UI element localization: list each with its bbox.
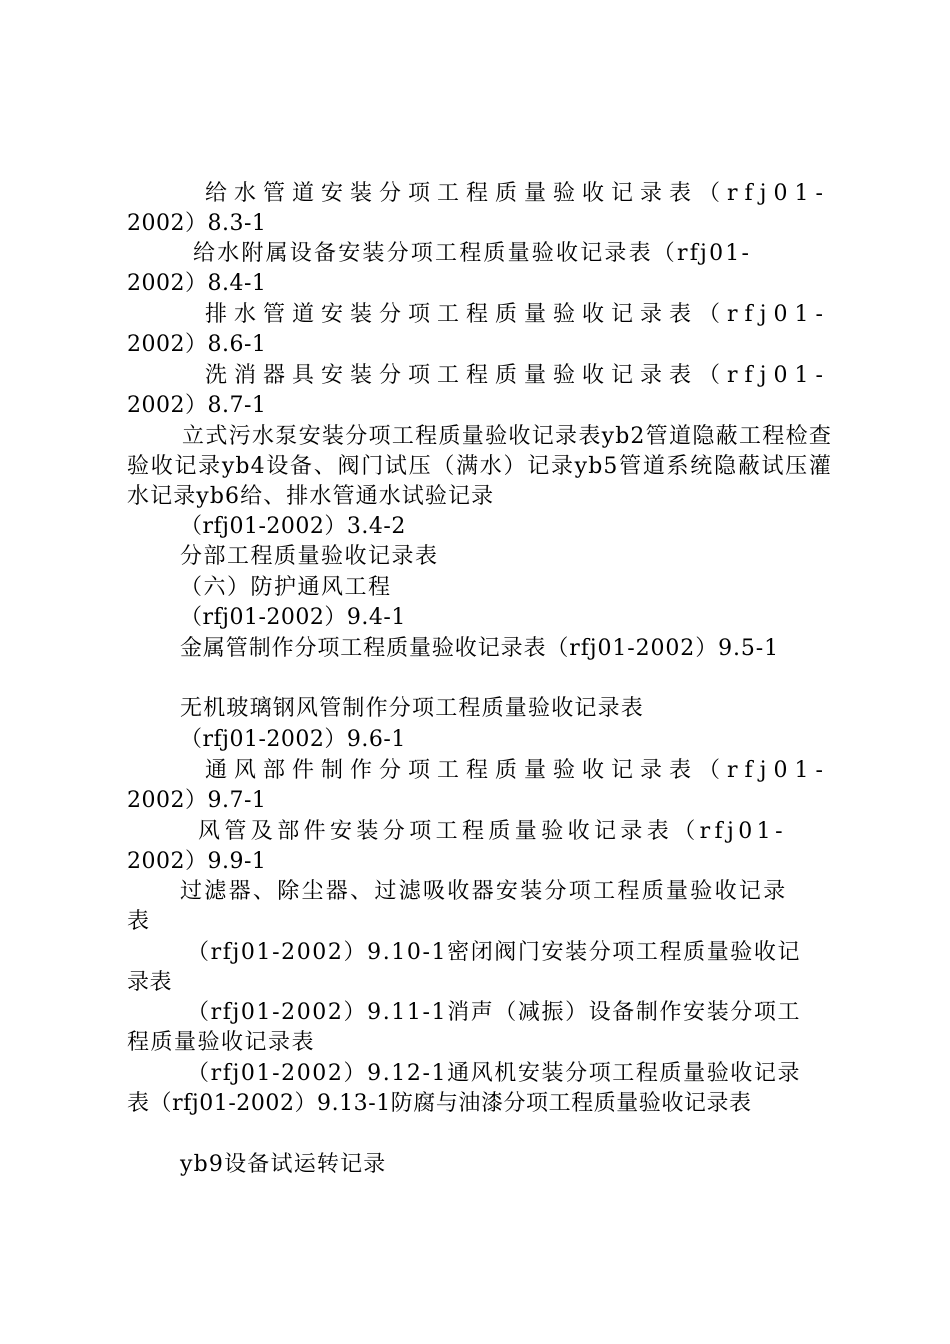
line-frp-duct: 无机玻璃钢风管制作分项工程质量验收记录表 — [180, 696, 645, 721]
line-fan-1: （rfj01-2002）9.12-1通风机安装分项工程质量验收记录 — [187, 1061, 802, 1086]
line-duct-install-1: 风管及部件安装分项工程质量验收记录表（rfj01- — [198, 819, 787, 844]
line-equipment-trial: yb9设备试运转记录 — [180, 1152, 387, 1177]
line-drain-pipe-2: 2002）8.6-1 — [127, 332, 267, 357]
section-heading-ventilation: （六）防护通风工程 — [180, 575, 392, 600]
line-silencer-1: （rfj01-2002）9.11-1消声（减振）设备制作安装分项工 — [187, 1000, 802, 1025]
line-subdivision-form: 分部工程质量验收记录表 — [180, 544, 439, 569]
line-silencer-2: 程质量验收记录表 — [127, 1030, 316, 1055]
line-water-equip-2: 2002）8.4-1 — [127, 271, 267, 296]
line-fan-2: 表（rfj01-2002）9.13-1防腐与油漆分项工程质量验收记录表 — [127, 1091, 752, 1116]
line-decon-1: 洗消器具安装分项工程质量验收记录表（rfj01- — [205, 363, 830, 388]
line-decon-2: 2002）8.7-1 — [127, 393, 267, 418]
line-valve-1: （rfj01-2002）9.10-1密闭阀门安装分项工程质量验收记 — [187, 940, 802, 965]
line-filter-2: 表 — [127, 909, 150, 934]
paragraph-sewage-pump: 立式污水泵安装分项工程质量验收记录表yb2管道隐蔽工程检查验收记录yb4设备、阀门试压（满水）记录yb5管道系统隐蔽试压灌水记录yb6给、排水管通水试验记录 — [127, 424, 832, 509]
line-ref-9-4-1: （rfj01-2002）9.4-1 — [180, 605, 406, 630]
line-water-equip-1: 给水附属设备安装分项工程质量验收记录表（rfj01- — [193, 241, 752, 266]
line-filter-1: 过滤器、除尘器、过滤吸收器安装分项工程质量验收记录 — [180, 879, 788, 904]
line-duct-install-2: 2002）9.9-1 — [127, 849, 267, 874]
line-water-pipe-1: 给水管道安装分项工程质量验收记录表（rfj01- — [205, 181, 830, 206]
line-drain-pipe-1: 排水管道安装分项工程质量验收记录表（rfj01- — [205, 302, 830, 327]
line-metal-duct: 金属管制作分项工程质量验收记录表（rfj01-2002）9.5-1 — [180, 636, 780, 661]
line-vent-parts-1: 通风部件制作分项工程质量验收记录表（rfj01- — [205, 758, 830, 783]
line-valve-2: 录表 — [127, 970, 173, 995]
line-water-pipe-2: 2002）8.3-1 — [127, 211, 267, 236]
line-ref-3-4-2: （rfj01-2002）3.4-2 — [180, 514, 406, 539]
line-ref-9-6-1: （rfj01-2002）9.6-1 — [180, 727, 406, 752]
line-vent-parts-2: 2002）9.7-1 — [127, 788, 267, 813]
